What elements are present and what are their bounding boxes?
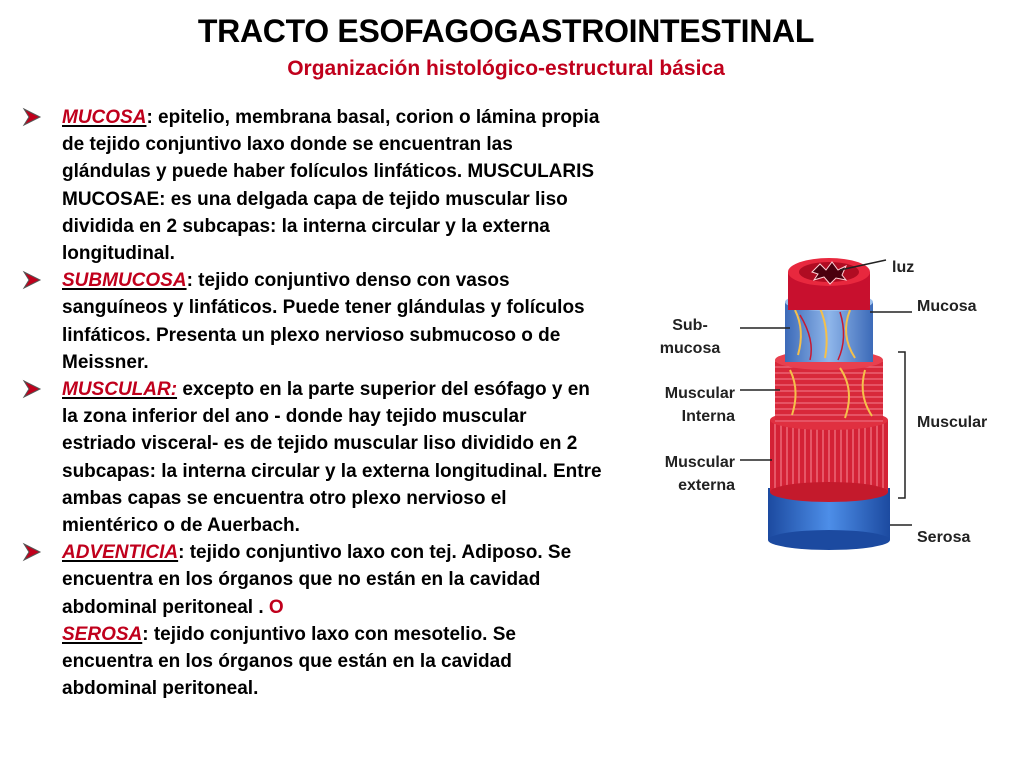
label-submucosa-2: mucosa (659, 340, 721, 357)
arrow-bullet-icon (22, 379, 42, 399)
bullet-text: excepto en la parte superior del esófago y en la zona inferior del ano - donde hay tejido muscular estriado visceral- es de tejido muscular liso dividido en 2 subcapas: la interna circular y la externa longitudinal. Entre ambas capas se encuentra otro plexo nervioso el mientérico o de Auerbach. (62, 379, 602, 537)
bullet-list (22, 104, 602, 702)
arrow-bullet-icon (22, 542, 42, 562)
bullet-text: : tejido conjuntivo denso con vasos sanguíneos y linfáticos. Puede tener glándulas y folículos linfáticos. Presenta un plexo nervioso submucoso o de Meissner. (62, 270, 585, 373)
term-serosa: SEROSA (62, 623, 143, 645)
label-serosa: Serosa (917, 529, 971, 546)
bullet-adventicia (22, 539, 602, 702)
bullet-text: : epitelio, membrana basal, corion o lámina propia de tejido conjuntivo laxo donde se encuentran las glándulas y puede haber folículos linfáticos. MUSCULARIS MUCOSAE: es una delgada capa de tejido muscular liso dividida en 2 subcapas: la interna circular y la externa longitudinal. (62, 107, 600, 265)
bullet-text: : tejido conjuntivo laxo con tej. Adiposo. Se encuentra en los órganos que no están en la cavidad abdominal peritoneal . (62, 542, 572, 618)
label-muscular-externa-1: Muscular (664, 454, 735, 471)
term-muscular: MUSCULAR: (62, 379, 178, 401)
label-muscular-interna-2: Interna (681, 408, 735, 425)
page-subtitle: Organización histológico-estructural básica (287, 57, 725, 80)
bullet-text: : tejido conjuntivo laxo con mesotelio. Se encuentra en los órganos que están en la cavidad abdominal peritoneal. (62, 623, 516, 700)
bullet-submucosa (22, 267, 602, 376)
intestinal-wall-diagram (640, 220, 1024, 560)
arrow-bullet-icon (22, 270, 42, 290)
connector-o: O (268, 596, 284, 618)
label-muscular-interna-1: Muscular (664, 385, 735, 402)
label-muscular-externa-2: externa (678, 477, 735, 494)
term-submucosa: SUBMUCOSA (62, 270, 187, 292)
page-title: TRACTO ESOFAGOGASTROINTESTINAL (197, 13, 815, 49)
bullet-mucosa (22, 104, 602, 267)
label-luz: luz (892, 259, 915, 276)
term-mucosa: MUCOSA (62, 107, 147, 128)
term-adventicia: ADVENTICIA (62, 542, 179, 564)
bullet-muscular (22, 376, 602, 539)
arrow-bullet-icon (22, 107, 42, 127)
label-mucosa: Mucosa (917, 298, 977, 315)
label-submucosa-1: Sub- (672, 317, 708, 334)
label-muscular: Muscular (917, 414, 988, 431)
muscular-externa-layer (770, 410, 888, 502)
